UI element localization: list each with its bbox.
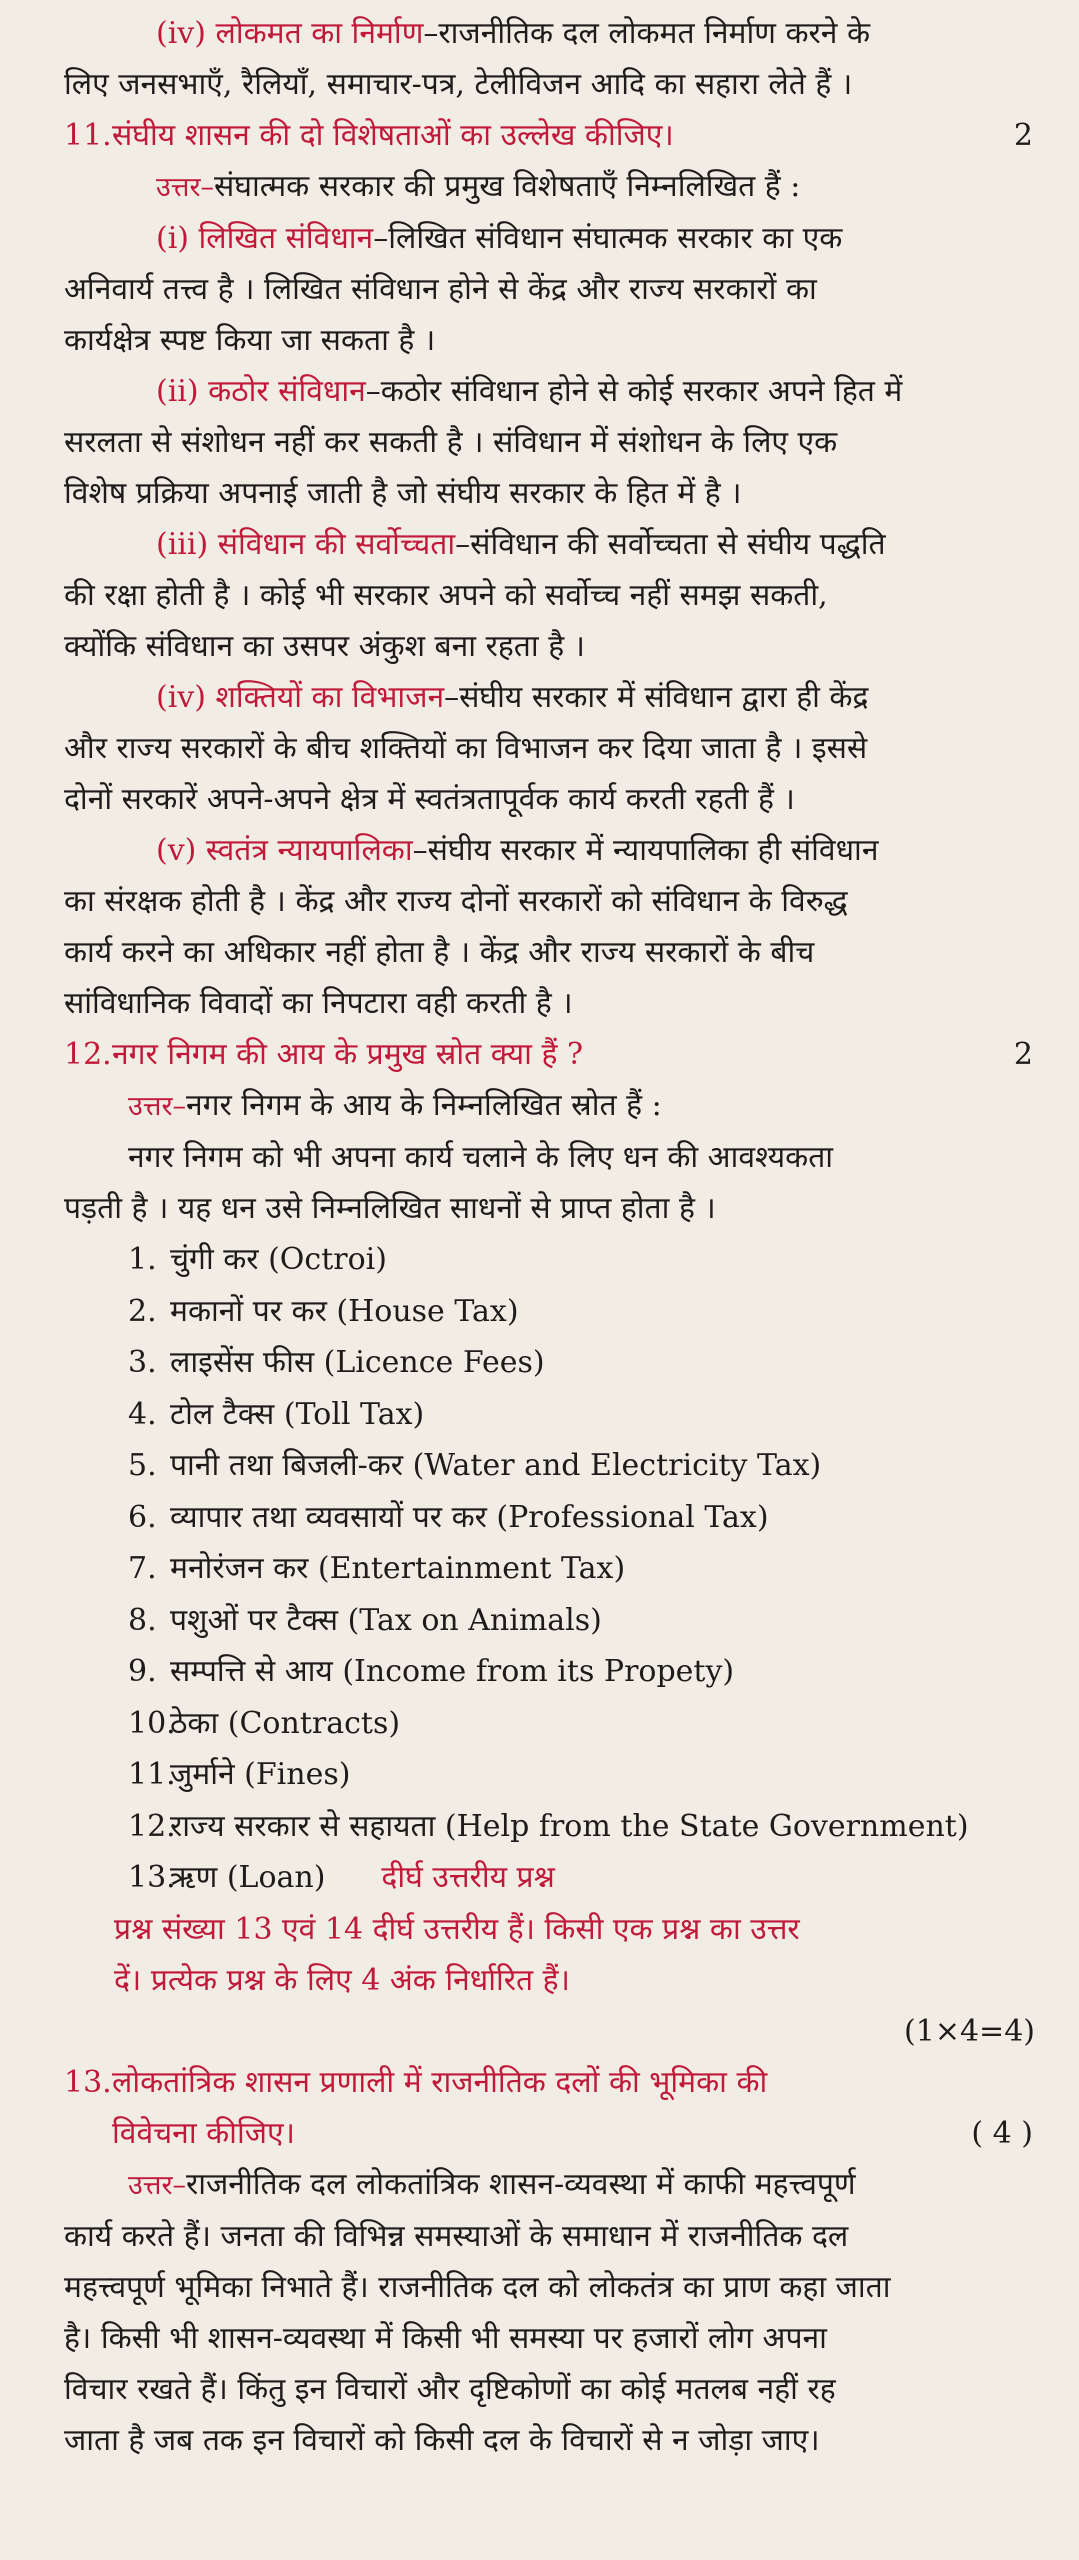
q13-answer-line-1: उत्तर–राजनीतिक दल लोकतांत्रिक शासन-व्यवस्था में काफी महत्त्वपूर्ण: [128, 2166, 856, 2202]
q11-point-2-line-3: विशेष प्रक्रिया अपनाई जाती है जो संघीय सरकार के हित में है ।: [64, 476, 742, 511]
q11-point-3-heading: (iii) संविधान की सर्वोच्चता: [156, 527, 456, 562]
q11-point-4-line-1: (iv) शक्तियों का विभाजन–संघीय सरकार में संविधान द्वारा ही केंद्र: [156, 680, 869, 715]
q11-point-3-line-2: की रक्षा होती है । कोई भी सरकार अपने को सर्वोच्च नहीं समझ सकती,: [64, 578, 828, 613]
income-source-list: [64, 1234, 1041, 1904]
marks-formula: (1×4=4): [904, 2013, 1035, 2049]
q11-point-5-line-1: (v) स्वतंत्र न्यायपालिका–संघीय सरकार में न्यायपालिका ही संविधान: [156, 833, 879, 868]
q11-point-1-heading: (i) लिखित संविधान: [156, 221, 374, 256]
list-item: 3. लाइसेंस फीस (Licence Fees): [128, 1345, 545, 1380]
q11-point-5-line-4: सांविधानिक विवादों का निपटारा वही करती है ।: [64, 986, 573, 1021]
list-item: 2. मकानों पर कर (House Tax): [128, 1293, 519, 1329]
list-item: 11.जुर्माने (Fines): [128, 1757, 351, 1792]
instruction-line-2: दें। प्रत्येक प्रश्न के लिए 4 अंक निर्धारित हैं।: [114, 1962, 570, 1998]
section-iv-line-2: लिए जनसभाएँ, रैलियाँ, समाचार-पत्र, टेलीविजन आदि का सहारा लेते हैं ।: [64, 67, 853, 102]
section-iv-heading: (iv) लोकमत का निर्माण: [156, 16, 424, 51]
answer-label: उत्तर–: [156, 172, 214, 203]
answer-label: उत्तर–: [128, 1091, 186, 1122]
question-13-marks: ( 4 ): [971, 2115, 1033, 2151]
list-item: 7. मनोरंजन कर (Entertainment Tax): [128, 1551, 626, 1586]
question-12: 12.नगर निगम की आय के प्रमुख स्रोत क्या हैं ? 2: [64, 1029, 1041, 1080]
q11-point-3-line-3: क्योंकि संविधान का उसपर अंकुश बना रहता है ।: [64, 629, 586, 664]
list-item: 1. चुंगी कर (Octroi): [128, 1242, 387, 1277]
q11-point-2-line-2: सरलता से संशोधन नहीं कर सकती है । संविधान में संशोधन के लिए एक: [64, 425, 838, 460]
question-13-line-1: 13.लोकतांत्रिक शासन प्रणाली में राजनीतिक दलों की भूमिका की: [64, 2064, 768, 2100]
list-item: 13.ऋण (Loan) दीर्घ उत्तरीय प्रश्न: [128, 1860, 555, 1895]
q11-point-4-heading: (iv) शक्तियों का विभाजन: [156, 680, 445, 715]
q11-point-2-line-1: (ii) कठोर संविधान–कठोर संविधान होने से कोई सरकार अपने हित में: [156, 374, 903, 409]
list-item: 10.ठेका (Contracts): [128, 1705, 401, 1741]
q11-point-2-heading: (ii) कठोर संविधान: [156, 374, 366, 409]
q11-answer-intro: उत्तर–संघात्मक सरकार की प्रमुख विशेषताएँ निम्नलिखित हैं :: [156, 169, 801, 204]
list-item: 12.राज्य सरकार से सहायता (Help from the State Government): [128, 1808, 969, 1844]
list-item: 8. पशुओं पर टैक्स (Tax on Animals): [128, 1602, 602, 1638]
section-iv-line-1: (iv) लोकमत का निर्माण–राजनीतिक दल लोकमत निर्माण करने के: [156, 16, 870, 51]
q12-para-line-1: नगर निगम को भी अपना कार्य चलाने के लिए धन की आवश्यकता: [128, 1140, 834, 1175]
q11-point-5-heading: (v) स्वतंत्र न्यायपालिका: [156, 833, 413, 868]
list-item: 6. व्यापार तथा व्यवसायों पर कर (Professional Tax): [128, 1499, 769, 1535]
question-11: 11.संघीय शासन की दो विशेषताओं का उल्लेख कीजिए। 2: [64, 110, 1041, 161]
q12-answer-intro: उत्तर–नगर निगम के आय के निम्नलिखित स्रोत हैं :: [128, 1088, 662, 1123]
q11-point-4-line-3: दोनों सरकारें अपने-अपने क्षेत्र में स्वतंत्रतापूर्वक कार्य करती रहती हैं ।: [64, 782, 795, 817]
q13-answer-line-4: है। किसी भी शासन-व्यवस्था में किसी भी समस्या पर हजारों लोग अपना: [64, 2320, 827, 2356]
list-item: 9. सम्पत्ति से आय (Income from its Propety): [128, 1654, 735, 1689]
q11-point-5-line-3: कार्य करने का अधिकार नहीं होता है । केंद्र और राज्य सरकारों के बीच: [64, 935, 815, 970]
answer-label: उत्तर–: [128, 2169, 186, 2201]
instruction-line-1: प्रश्न संख्या 13 एवं 14 दीर्घ उत्तरीय हैं। किसी एक प्रश्न का उत्तर: [114, 1911, 800, 1947]
q11-point-1-line-3: कार्यक्षेत्र स्पष्ट किया जा सकता है ।: [64, 323, 436, 358]
question-12-marks: 2: [1013, 1037, 1033, 1072]
list-item: 5. पानी तथा बिजली-कर (Water and Electricity Tax): [128, 1448, 822, 1483]
long-answer-section-title: दीर्घ उत्तरीय प्रश्न: [381, 1860, 555, 1895]
q11-point-5-line-2: का संरक्षक होती है । केंद्र और राज्य दोनों सरकारों को संविधान के विरुद्ध: [64, 884, 848, 919]
q11-point-1-line-2: अनिवार्य तत्त्व है । लिखित संविधान होने से केंद्र और राज्य सरकारों का: [64, 272, 817, 307]
q12-para-line-2: पड़ती है । यह धन उसे निम्नलिखित साधनों से प्राप्त होता है ।: [64, 1191, 716, 1226]
q13-answer-line-3: महत्त्वपूर्ण भूमिका निभाते हैं। राजनीतिक दल को लोकतंत्र का प्राण कहा जाता: [64, 2269, 891, 2305]
question-11-marks: 2: [1013, 118, 1033, 153]
q13-answer-line-2: कार्य करते हैं। जनता की विभिन्न समस्याओं के समाधान में राजनीतिक दल: [64, 2218, 849, 2254]
q11-point-1-line-1: (i) लिखित संविधान–लिखित संविधान संघात्मक सरकार का एक: [156, 221, 843, 256]
q11-point-3-line-1: (iii) संविधान की सर्वोच्चता–संविधान की सर्वोच्चता से संघीय पद्धति: [156, 527, 886, 562]
q11-point-4-line-2: और राज्य सरकारों के बीच शक्तियों का विभाजन कर दिया जाता है । इससे: [64, 731, 868, 766]
question-13-line-2: विवेचना कीजिए। ( 4 ): [64, 2108, 1041, 2159]
q13-answer-line-6: जाता है जब तक इन विचारों को किसी दल के विचारों से न जोड़ा जाए।: [64, 2422, 820, 2458]
q13-answer-line-5: विचार रखते हैं। किंतु इन विचारों और दृष्टिकोणों का कोई मतलब नहीं रह: [64, 2371, 836, 2407]
list-item: 4. टोल टैक्स (Toll Tax): [128, 1396, 425, 1432]
